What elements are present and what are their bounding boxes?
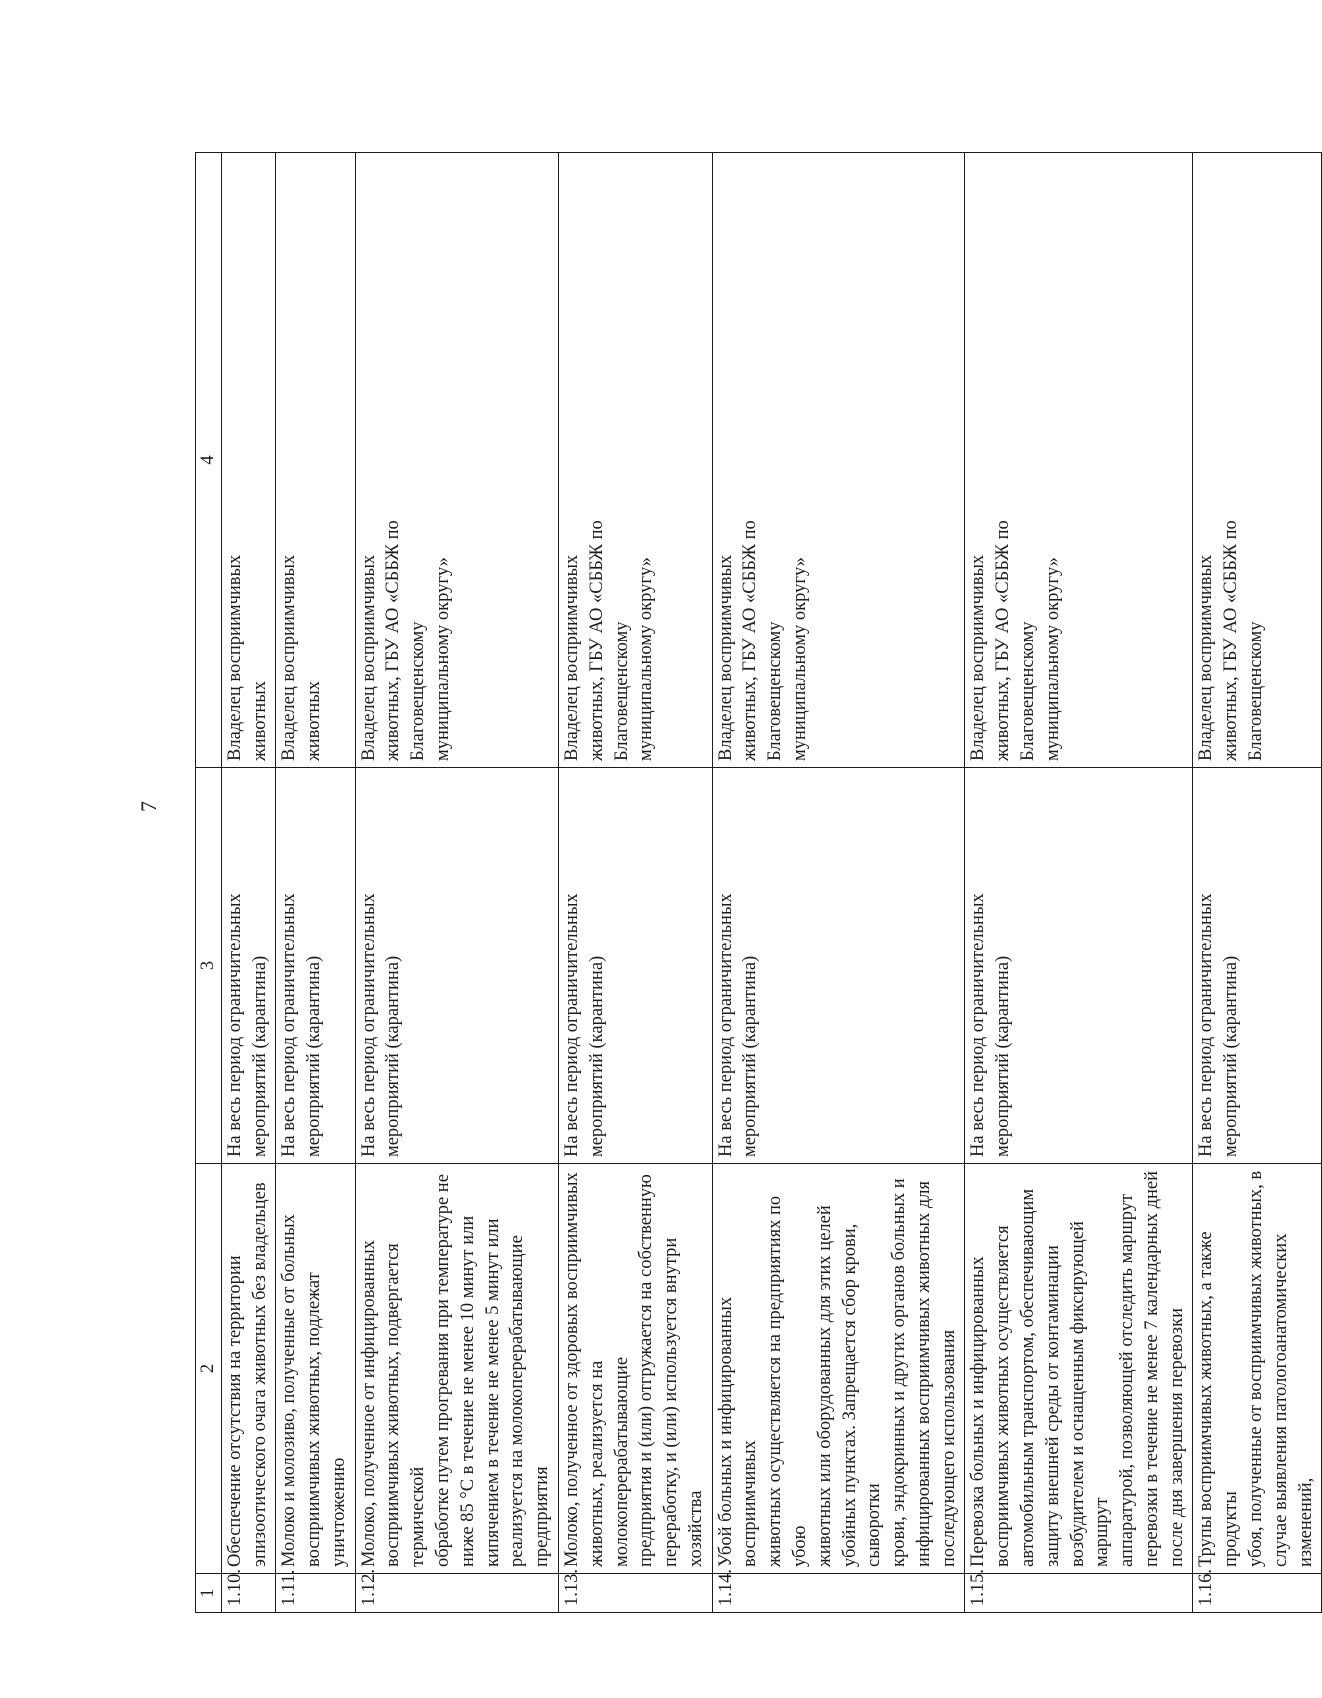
measure-cell: Обеспечение отсутствия на территории эпизоотического очага животных без владельцев — [221, 1164, 276, 1574]
responsible-cell: Владелец восприимчивых животных, ГБУ АО «СББЖ по Благовещенскому муниципальному округу» — [355, 153, 558, 768]
table-header-row — [196, 153, 222, 1613]
responsible-cell: Владелец восприимчивых животных — [276, 153, 355, 768]
responsible-cell: Владелец восприимчивых животных, ГБУ АО «СББЖ по Благовещенскому муниципальному округу» — [558, 153, 712, 768]
table-row — [712, 153, 965, 1613]
row-number: 1.13. — [558, 1574, 712, 1613]
measures-table — [195, 152, 1322, 1613]
header-cell-measure: 2 — [196, 1164, 222, 1574]
table-row — [355, 153, 558, 1613]
term-cell: На весь период ограничительных мероприятий (карантина) — [558, 768, 712, 1164]
header-cell-term: 3 — [196, 768, 222, 1164]
measure-cell: Молоко, полученное от здоровых восприимчивых животных, реализуется на молокоперерабатывающие предприятия и (или) отгружается на собственную переработку, и (или) используется внутри хозяйства — [558, 1164, 712, 1574]
measure-cell: Трупы восприимчивых животных, а также продукты убоя, полученные от восприимчивых животных, в случае выявления патологоанатомических изменений, — [1193, 1164, 1322, 1574]
rotated-sheet — [195, 153, 1316, 1613]
measure-cell: Убой больных и инфицированных восприимчивых животных осуществляется на предприятиях по убою животных или оборудованных для этих целей убойных пунктах. Запрещается сбор крови, сыворотки крови, эндокринных и других органов больных и инфицированных восприимчивых животных для последующего использования — [712, 1164, 965, 1574]
table-row — [1193, 153, 1322, 1613]
responsible-cell: Владелец восприимчивых животных, ГБУ АО «СББЖ по Благовещенскому муниципальному округу» — [965, 153, 1193, 768]
row-number: 1.15. — [965, 1574, 1193, 1613]
term-cell: На весь период ограничительных мероприятий (карантина) — [221, 768, 276, 1164]
table-row — [558, 153, 712, 1613]
row-number: 1.10. — [221, 1574, 276, 1613]
term-cell: На весь период ограничительных мероприятий (карантина) — [1193, 768, 1322, 1164]
term-cell: На весь период ограничительных мероприятий (карантина) — [965, 768, 1193, 1164]
header-cell-num: 1 — [196, 1574, 222, 1613]
row-number: 1.14. — [712, 1574, 965, 1613]
table-row — [965, 153, 1193, 1613]
measure-cell: Молоко и молозиво, полученные от больных восприимчивых животных, подлежат уничтожению — [276, 1164, 355, 1574]
responsible-cell: Владелец восприимчивых животных, ГБУ АО «СББЖ по Благовещенскому — [1193, 153, 1322, 768]
row-number: 1.12. — [355, 1574, 558, 1613]
responsible-cell: Владелец восприимчивых животных — [221, 153, 276, 768]
term-cell: На весь период ограничительных мероприятий (карантина) — [276, 768, 355, 1164]
table-row — [276, 153, 355, 1613]
term-cell: На весь период ограничительных мероприятий (карантина) — [355, 768, 558, 1164]
measure-cell: Молоко, полученное от инфицированных восприимчивых животных, подвергается термической обработке путем прогревания при температуре не ниже 85 °С в течение не менее 10 минут или кипячением в течение не менее 5 минут или реализуется на молокоперерабатывающие предприятия — [355, 1164, 558, 1574]
table-row — [221, 153, 276, 1613]
row-number: 1.11. — [276, 1574, 355, 1613]
measure-cell: Перевозка больных и инфицированных восприимчивых животных осуществляется автомобильным транспортом, обеспечивающим защиту внешней среды от контаминации возбудителем и оснащенным фиксирующей маршрут аппаратурой, позволяющей отследить маршрут перевозки в течение не менее 7 календарных дней после дня завершения перевозки — [965, 1164, 1193, 1574]
header-cell-responsible: 4 — [196, 153, 222, 768]
responsible-cell: Владелец восприимчивых животных, ГБУ АО «СББЖ по Благовещенскому муниципальному округу» — [712, 153, 965, 768]
page-number: 7 — [136, 801, 161, 812]
term-cell: На весь период ограничительных мероприятий (карантина) — [712, 768, 965, 1164]
row-number: 1.16. — [1193, 1574, 1322, 1613]
